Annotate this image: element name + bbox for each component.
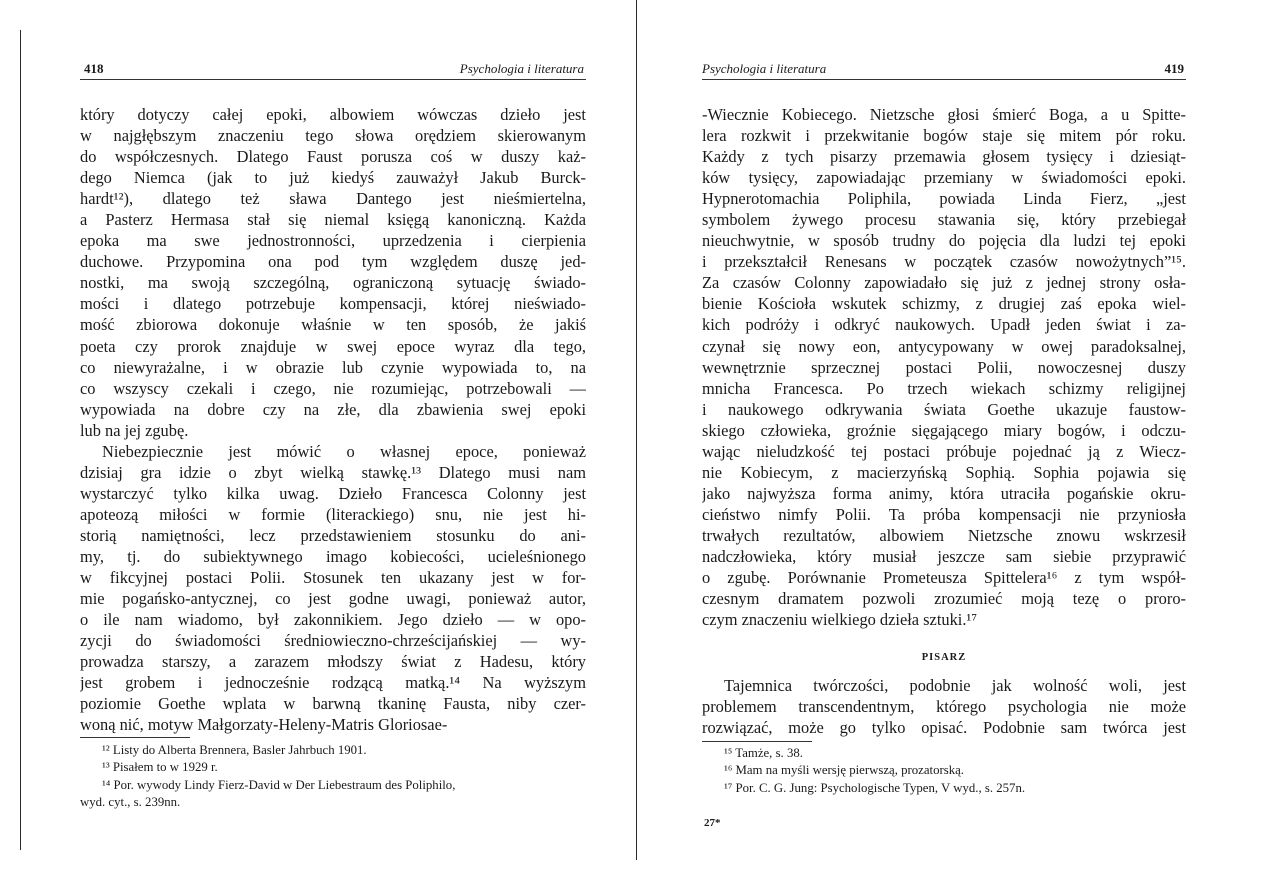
text-line: woną nić, motyw Małgorzaty-Heleny-Matris Gloriosae-: [80, 715, 448, 735]
text-line: mie pogańsko-antycznej, co jest godne uwagi, ponieważ autor,: [80, 589, 586, 609]
footnote: ¹⁵ Tamże, s. 38.: [724, 746, 803, 760]
text-line: mości i dlatego potrzebuje kompensacji, której nieświado-: [80, 294, 586, 314]
text-line: skiego człowieka, groźnie sięgającego miary bogów, i odczu-: [702, 420, 1186, 440]
text-line: Tajemnica twórczości, podobnie jak wolność woli, jest: [724, 676, 1186, 695]
section-heading: PISARZ: [921, 652, 967, 663]
left-page-number: 418: [84, 61, 104, 76]
text-line: wając nieludzkość tej postaci próbuje pojednać ją z Wiecz-: [702, 441, 1186, 461]
text-line: Każdy z tych pisarzy przemawia głosem tysięcy i dziesiąt-: [702, 147, 1186, 167]
right-page-number: 419: [1164, 61, 1184, 76]
text-line: hardt¹²), dlatego też sława Dantego jest nieśmiertelna,: [80, 189, 586, 209]
text-line: co wszyscy czekali i czego, nie rozumiejąc, potrzebowali —: [80, 378, 586, 398]
right-footnote-rule: [702, 741, 812, 742]
text-line: wystarczyć tylko kilka uwag. Dzieło Francesca Colonny jest: [80, 483, 586, 503]
text-line: jako najwyższa forma animy, która utraciła pogańskie okru-: [702, 483, 1186, 503]
text-line: dego Niemca (jak to już kiedyś zauważył Jakub Burck-: [80, 168, 586, 188]
text-line: o ile nam wiadomo, był zakonnikiem. Jego dzieło — w opo-: [80, 610, 586, 630]
text-line: który dotyczy całej epoki, albowiem wówczas dzieło jest: [80, 105, 586, 124]
text-line: nieuchwytnie, w sposób trudny do pojęcia dla ludzi tej epoki: [702, 231, 1186, 251]
footnote: ¹⁴ Por. wywody Lindy Fierz-David w Der Liebestraum des Poliphilo,: [102, 777, 456, 792]
text-line: mość zbiorowa dokonuje właśnie w ten sposób, że jakiś: [80, 315, 586, 335]
text-line: wypowiada na dobre czy na złe, dla zbawienia swej epoki: [80, 399, 586, 419]
right-page-body: [702, 104, 1186, 630]
signature-mark: 27*: [704, 817, 721, 829]
text-line: w najgłębszym znaczeniu tego słowa orędziem skierowanym: [80, 126, 586, 146]
text-line: epoka ma swe jednostronności, uprzedzenia i cierpienia: [80, 231, 586, 251]
right-running-title: Psychologia i literatura: [702, 61, 827, 76]
text-line: nadczłowieka, który musiał jeszcze sam siebie przyprawić: [702, 546, 1186, 566]
text-line: czesnym dramatem pozwoli zrozumieć moją tezę o proro-: [702, 589, 1186, 609]
right-section-body: [702, 675, 1186, 738]
text-line: lub na jej zgubę.: [80, 420, 189, 440]
footnote: ¹⁶ Mam na myśli wersję pierwszą, prozatorską.: [724, 763, 964, 778]
text-line: co niewyrażalne, i w obrazie lub czynie wypowiada to, na: [80, 357, 586, 377]
text-line: prowadza starszy, a zarazem młodszy świat z Hadesu, który: [80, 652, 586, 672]
text-line: do współczesnych. Dlatego Faust porusza coś w duszy każ-: [80, 147, 586, 167]
text-line: mnicha Francesca. Po trzech wiekach schizmy religijnej: [702, 378, 1186, 398]
text-line: poziomie Goethe wplata w barwną tkaninę Fausta, niby czer-: [80, 694, 586, 714]
text-line: storią namiętności, lecz przedstawieniem stosunku do ani-: [80, 525, 586, 545]
text-line: dzisiaj gra idzie o zbyt wielką stawkę.¹³ Dlatego musi nam: [80, 462, 586, 482]
footnote: wyd. cyt., s. 239nn.: [80, 795, 181, 810]
text-line: symbolem żywego procesu stawania się, który przebiegał: [702, 210, 1186, 230]
text-line: Niebezpiecznie jest mówić o własnej epoce, ponieważ: [102, 441, 586, 461]
text-line: i przekształcił Renesans w początek czasów nowożytnych”¹⁵.: [702, 252, 1186, 272]
footnote: ¹³ Pisałem to w 1929 r.: [102, 760, 218, 775]
right-page-header: [702, 63, 1186, 80]
text-line: Hypnerotomachia Poliphila, powiada Linda Fierz, „jest: [702, 189, 1186, 209]
text-line: Za czasów Colonny zapowiadało się już z jednej strony osła-: [702, 273, 1186, 293]
text-line: jest grobem i jednocześnie rodzącą matką.¹⁴ Na wyższym: [80, 673, 586, 693]
right-page: [702, 0, 1186, 894]
left-footnotes: [80, 742, 586, 812]
footnote: ¹⁷ Por. C. G. Jung: Psychologische Typen, V wyd., s. 257n.: [724, 780, 1026, 795]
text-line: lera rozkwit i przekwitanie bogów staje się mitem pór roku.: [702, 126, 1186, 146]
text-line: wewnętrznie sprzecznej postaci Polii, nowoczesnej duszy: [702, 357, 1186, 377]
left-margin-line: [20, 30, 21, 850]
text-line: ków tysięcy, zapowiadając przemiany w świadomości epoki.: [702, 168, 1186, 188]
left-footnote-rule: [80, 737, 190, 738]
text-line: duchowe. Przypomina ona pod tym względem duszę jed-: [80, 252, 586, 272]
text-line: apoteozą miłości w formie (literackiego) snu, nie jest hi-: [80, 504, 586, 524]
text-line: poeta czy prorok znajduje w swej epoce wyraz dla tego,: [80, 336, 586, 356]
text-line: nostki, ma swoją szczególną, ograniczoną sytuację świado-: [80, 273, 586, 293]
text-line: w fikcyjnej postaci Polii. Stosunek ten ukazany jest w for-: [80, 568, 586, 588]
text-line: -Wiecznie Kobiecego. Nietzsche głosi śmierć Boga, a u Spitte-: [702, 105, 1186, 124]
text-line: problemem transcendentnym, którego psychologia nie może: [702, 697, 1186, 717]
text-line: my, tj. do subiektywnego imago kobiecości, ucieleśnionego: [80, 546, 586, 566]
text-line: bienie Kościoła wskutek schizmy, z drugiej zaś epoka wiel-: [702, 294, 1186, 314]
text-line: zycji do świadomości średniowieczno-chrześcijańskiej — wy-: [80, 631, 586, 651]
text-line: nie Kobiecym, z macierzyńską Sophią. Sophia pojawia się: [702, 462, 1186, 482]
text-line: czynał się nowy eon, antycypowany w owej paradoksalnej,: [702, 336, 1186, 356]
text-line: i naukowego odkrywania świata Goethe ukazuje faustow-: [702, 399, 1186, 419]
text-line: czym znaczeniu wielkiego dzieła sztuki.¹⁷: [702, 610, 978, 630]
right-footnotes: [702, 745, 1186, 797]
center-gutter-line: [636, 0, 637, 860]
text-line: o zgubę. Porównanie Prometeusza Spittelera¹⁶ z tym współ-: [702, 568, 1186, 588]
left-page: [80, 0, 586, 894]
footnote: ¹² Listy do Alberta Brennera, Basler Jahrbuch 1901.: [102, 743, 367, 757]
left-page-header: [80, 63, 586, 80]
text-line: rozwiązać, może go tylko opisać. Podobnie sam twórca jest: [702, 718, 1186, 738]
text-line: a Pasterz Hermasa stał się niemal księgą kanoniczną. Każda: [80, 210, 586, 230]
text-line: cieństwo nimfy Polii. Ta próba kompensacji nie przyniosła: [702, 504, 1186, 524]
text-line: kich podróży i odkryć naukowych. Upadł jeden świat i za-: [702, 315, 1186, 335]
left-page-body: [80, 104, 586, 735]
text-line: trwałych rezultatów, albowiem Nietzsche znowu wskrzesił: [702, 525, 1186, 545]
left-running-title: Psychologia i literatura: [459, 61, 584, 76]
